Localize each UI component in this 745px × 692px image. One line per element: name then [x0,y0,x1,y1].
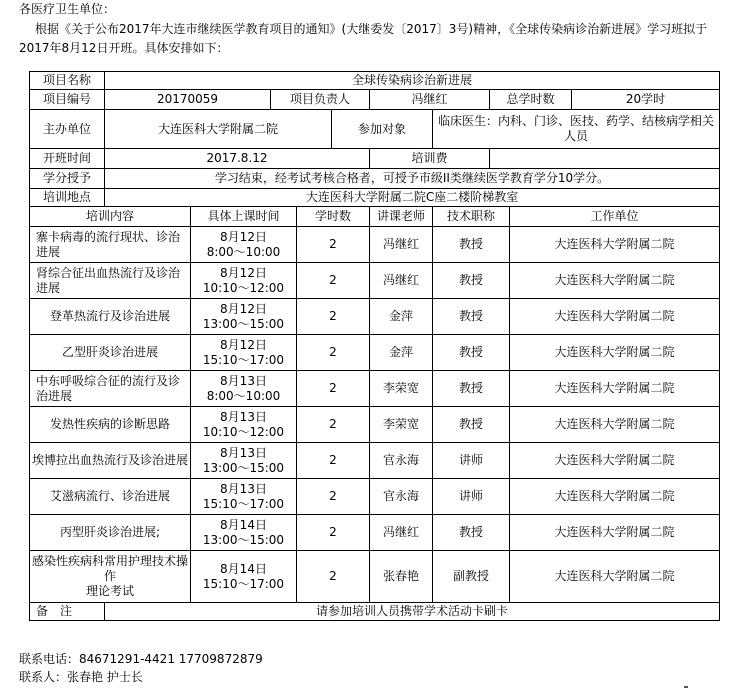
row-teacher: 冯继红 [370,227,433,263]
row-time [191,407,297,443]
total-hours: 20学时 [572,90,720,110]
row-time [191,371,297,407]
schedule-header [30,207,720,227]
row-date [30,149,720,169]
row-teacher: 张春艳 [370,551,433,603]
row-hours: 2 [297,515,370,551]
row-date: 8月14日 [220,561,267,576]
row-unit: 大连医科大学附属二院 [510,515,720,551]
row-title: 教授 [433,263,510,299]
row-date: 8月12日 [220,337,267,352]
row-time [191,299,297,335]
row-hours: 2 [297,227,370,263]
col-hours: 学时数 [297,207,370,227]
row-teacher: 冯继红 [370,263,433,299]
row-remark [30,603,720,621]
row-content: 寨卡病毒的流行现状、诊治进展 [30,227,191,263]
row-date: 8月13日 [220,481,267,496]
remark-text: 请参加培训人员携带学术活动卡刷卡 [105,603,720,621]
table-row [30,551,720,603]
row-period: 8:00～10:00 [206,388,281,403]
row-project-no [30,90,720,110]
row-time [191,479,297,515]
row-content: 发热性疾病的诊断思路 [30,407,191,443]
table-row [30,227,720,263]
row-unit: 大连医科大学附属二院 [510,479,720,515]
row-time [191,227,297,263]
row-period: 13:00～15:00 [202,532,285,547]
remark-label: 备 注 [30,603,105,621]
row-date: 8月13日 [220,409,267,424]
row-time [191,335,297,371]
table-row [30,443,720,479]
col-unit: 工作单位 [510,207,720,227]
table-row [30,299,720,335]
row-content-main: 感染性疾病科常用护理技术操作 [32,554,189,583]
audience-label: 参加对象 [332,110,433,149]
project-name-label: 项目名称 [30,72,105,90]
leader: 冯继红 [370,90,490,110]
total-hours-label: 总学时数 [490,90,572,110]
row-content-extra: 理论考试 [85,584,134,598]
row-title: 讲师 [433,443,510,479]
row-content: 埃博拉出血热流行及诊治进展 [30,443,191,479]
row-teacher: 李荣宽 [370,371,433,407]
row-title: 教授 [433,515,510,551]
row-content: 肾综合征出血热流行及诊治进展 [30,263,191,299]
fee [490,149,720,169]
credit: 学习结束，经考试考核合格者，可授予市级II类继续医学教育学分10学分。 [105,169,720,189]
audience: 临床医生：内科、门诊、医技、药学、结核病学相关人员 [433,110,720,149]
table-row [30,335,720,371]
row-title: 教授 [433,227,510,263]
row-hours: 2 [297,263,370,299]
table-row [30,263,720,299]
fee-label: 培训费 [370,149,490,169]
row-hours: 2 [297,371,370,407]
row-unit: 大连医科大学附属二院 [510,227,720,263]
row-period: 15:10～17:00 [202,576,285,591]
row-title: 教授 [433,407,510,443]
row-content: 丙型肝炎诊治进展; [30,515,191,551]
project-no: 20170059 [105,90,271,110]
row-host [30,110,720,149]
row-period: 13:00～15:00 [202,316,285,331]
intro-line-2: 2017年8月12日开班。具体安排如下： [19,41,229,55]
row-date: 8月13日 [220,373,267,388]
credit-label: 学分授予 [30,169,105,189]
row-teacher: 李荣宽 [370,407,433,443]
row-content: 乙型肝炎诊治进展 [30,335,191,371]
corner-mark [684,686,688,688]
contact-info [19,650,263,686]
table-row [30,515,720,551]
row-project-name [30,72,720,90]
row-date: 8月12日 [220,229,267,244]
row-content: 登革热流行及诊治进展 [30,299,191,335]
row-teacher: 官永海 [370,443,433,479]
greeting: 各医疗卫生单位： [19,2,116,16]
row-unit: 大连医科大学附属二院 [510,263,720,299]
date-label: 开班时间 [30,149,105,169]
row-content: 中东呼吸综合征的流行及诊治进展 [30,371,191,407]
row-date: 8月14日 [220,517,267,532]
row-unit: 大连医科大学附属二院 [510,443,720,479]
location: 大连医科大学附属二院C座二楼阶梯教室 [105,189,720,207]
row-hours: 2 [297,407,370,443]
row-hours: 2 [297,551,370,603]
row-period: 10:10～12:00 [202,424,285,439]
col-title: 技术职称 [433,207,510,227]
row-location [30,189,720,207]
row-period: 15:10～17:00 [202,496,285,511]
row-teacher: 冯继红 [370,515,433,551]
table-row [30,371,720,407]
host-label: 主办单位 [30,110,105,149]
row-date: 8月12日 [220,301,267,316]
leader-label: 项目负责人 [271,90,370,110]
row-time [191,515,297,551]
row-content: 艾滋病流行、诊治进展 [30,479,191,515]
project-no-label: 项目编号 [30,90,105,110]
row-teacher: 金萍 [370,299,433,335]
row-unit: 大连医科大学附属二院 [510,335,720,371]
row-hours: 2 [297,479,370,515]
intro-line-1: 根据《关于公布2017年大连市继续医学教育项目的通知》(大继委发〔2017〕3号)精神，《全球传染病诊治新进展》学习班拟于 [35,21,708,36]
row-unit: 大连医科大学附属二院 [510,551,720,603]
row-time [191,443,297,479]
row-title: 教授 [433,371,510,407]
row-title: 教授 [433,299,510,335]
row-unit: 大连医科大学附属二院 [510,299,720,335]
notice-intro [19,0,729,59]
row-teacher: 金萍 [370,335,433,371]
location-label: 培训地点 [30,189,105,207]
row-unit: 大连医科大学附属二院 [510,371,720,407]
start-date: 2017.8.12 [105,149,370,169]
row-teacher: 官永海 [370,479,433,515]
host: 大连医科大学附属二院 [105,110,332,149]
row-period: 13:00～15:00 [202,460,285,475]
row-time [191,551,297,603]
row-unit: 大连医科大学附属二院 [510,407,720,443]
table-row [30,479,720,515]
row-date: 8月12日 [220,265,267,280]
row-hours: 2 [297,443,370,479]
col-content: 培训内容 [30,207,191,227]
schedule-table [29,71,720,621]
row-hours: 2 [297,335,370,371]
contact-person: 联系人：张春艳 护士长 [19,670,143,684]
row-date: 8月13日 [220,445,267,460]
row-title: 教授 [433,335,510,371]
row-credit [30,169,720,189]
col-teacher: 讲课老师 [370,207,433,227]
row-period: 8:00～10:00 [206,244,281,259]
table-row [30,407,720,443]
row-title: 讲师 [433,479,510,515]
col-time: 具体上课时间 [191,207,297,227]
row-title: 副教授 [433,551,510,603]
row-hours: 2 [297,299,370,335]
project-name: 全球传染病诊治新进展 [105,72,720,90]
row-time [191,263,297,299]
row-period: 15:10～17:00 [202,352,285,367]
row-period: 10:10～12:00 [202,280,285,295]
contact-phone: 联系电话：84671291-4421 17709872879 [19,652,263,666]
row-content [30,551,191,603]
